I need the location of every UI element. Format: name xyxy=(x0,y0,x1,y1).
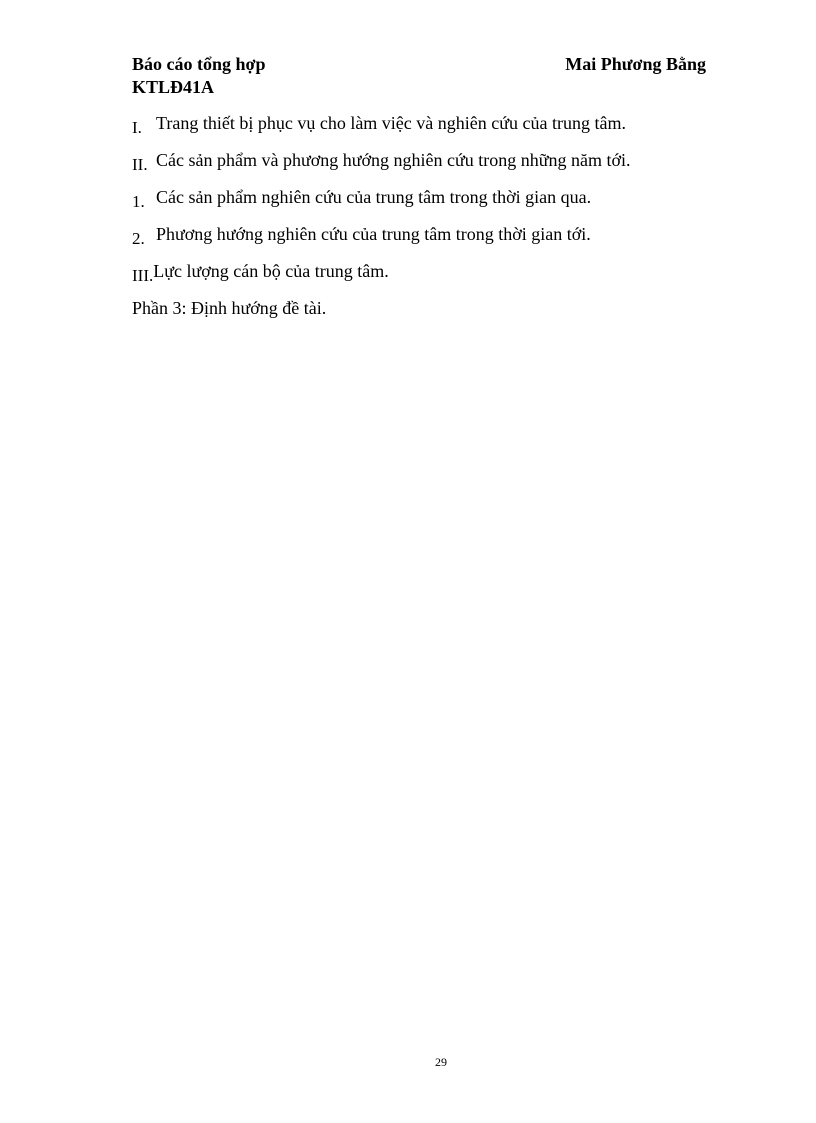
toc-item-text: Phương hướng nghiên cứu của trung tâm trong thời gian tới. xyxy=(156,224,591,244)
author-name: Mai Phương Bằng xyxy=(565,54,706,74)
header-row xyxy=(132,53,706,76)
toc-item xyxy=(132,113,732,150)
toc-item-number: I. xyxy=(132,118,142,137)
toc-item xyxy=(132,298,732,335)
toc-item-text: Các sản phẩm và phương hướng nghiên cứu trong những năm tới. xyxy=(156,150,631,170)
toc-item xyxy=(132,150,732,187)
toc-item xyxy=(132,261,732,298)
toc-item xyxy=(132,187,732,224)
page-header xyxy=(132,53,706,99)
toc-item-text: Trang thiết bị phục vụ cho làm việc và nghiên cứu của trung tâm. xyxy=(156,113,626,133)
toc-item-number: III. xyxy=(132,266,154,285)
toc-item-number: 2. xyxy=(132,229,145,248)
toc-item-text: Phần 3: Định hướng đề tài. xyxy=(132,298,327,318)
toc-item-number: 1. xyxy=(132,192,145,211)
table-of-contents xyxy=(132,113,732,335)
toc-item-text: Các sản phẩm nghiên cứu của trung tâm trong thời gian qua. xyxy=(156,187,592,207)
report-title: Báo cáo tổng hợp xyxy=(132,54,266,74)
class-code: KTLĐ41A xyxy=(132,77,215,97)
page-number: 29 xyxy=(435,1055,447,1069)
toc-item-text: Lực lượng cán bộ của trung tâm. xyxy=(153,261,389,281)
toc-item-number: II. xyxy=(132,155,148,174)
toc-item xyxy=(132,224,732,261)
